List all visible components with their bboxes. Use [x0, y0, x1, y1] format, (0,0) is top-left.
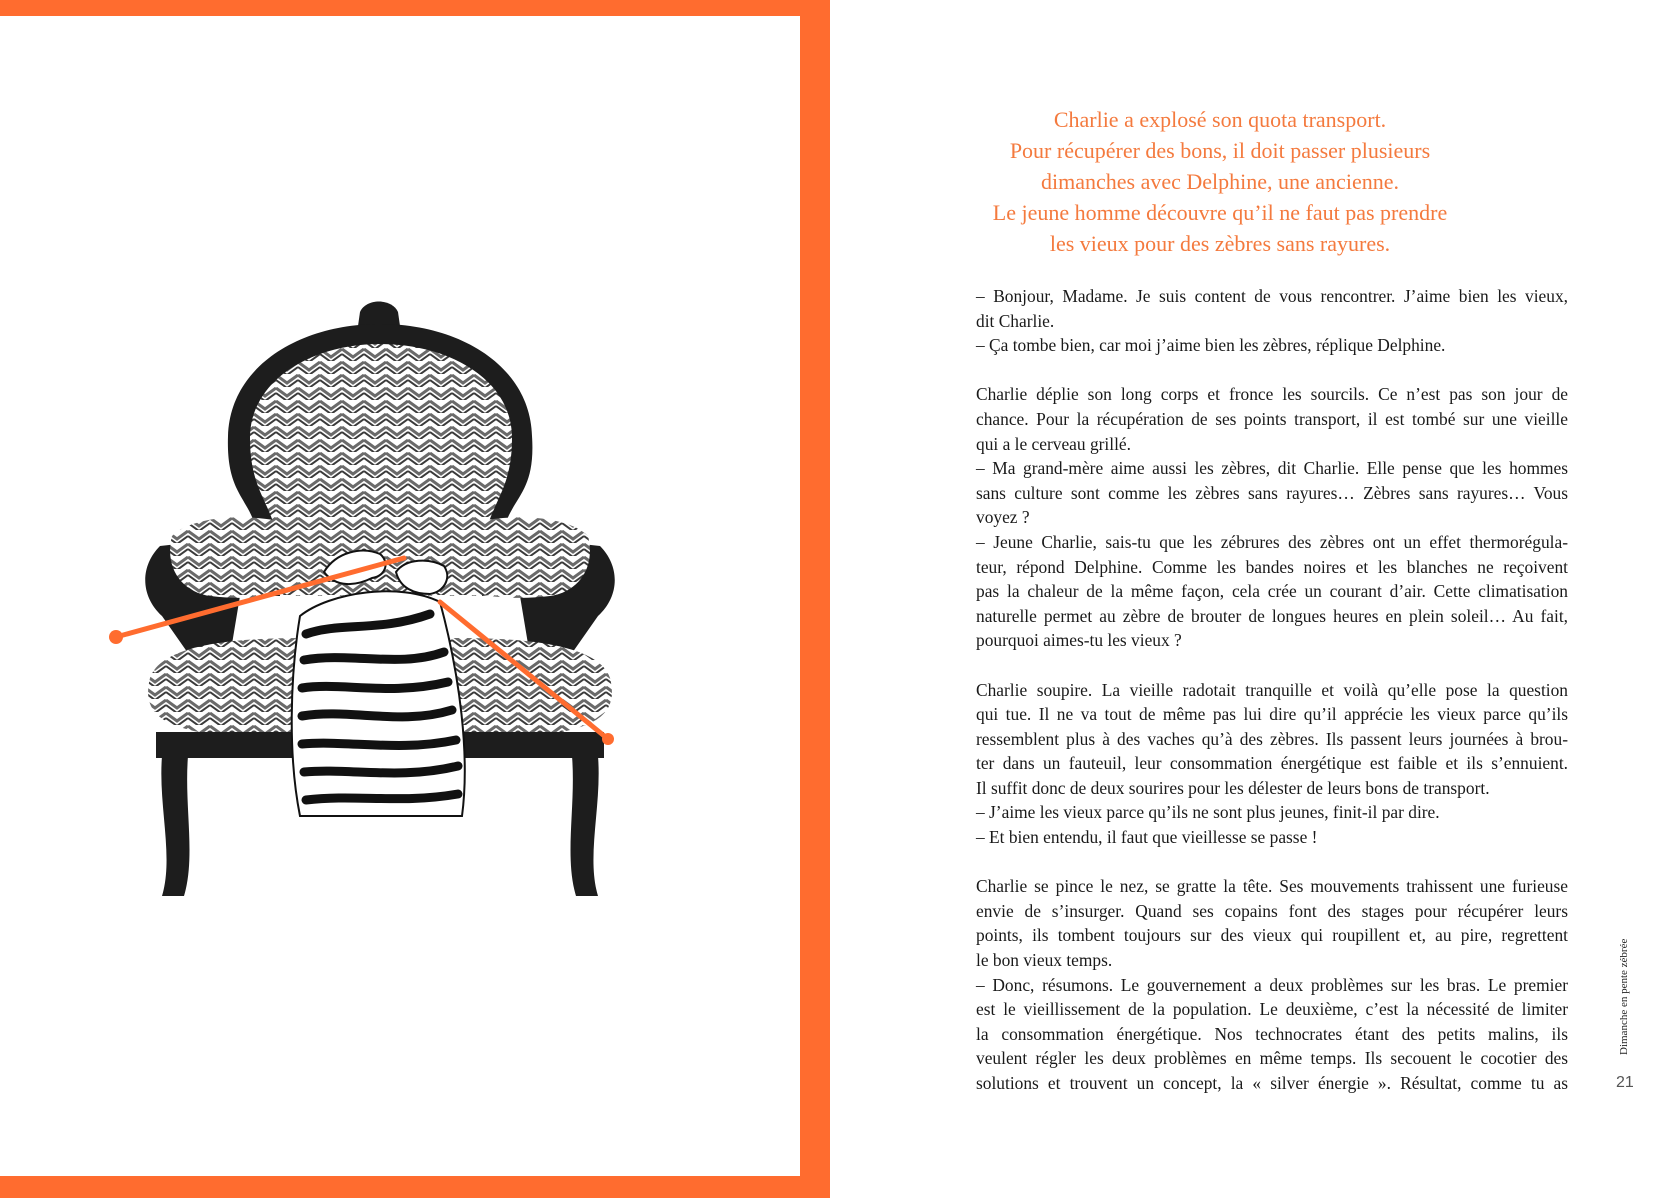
- page-number: 21: [1616, 1074, 1634, 1091]
- text-line: veulent régler les deux problèmes en même temps. Ils secouent le cocotier des: [976, 1048, 1568, 1069]
- text-line: ter dans un fauteuil, leur consommation énergétique est faible et ils s’ennuient.: [976, 753, 1568, 774]
- paragraph: [976, 382, 1568, 653]
- illustration-panel: [0, 16, 800, 1176]
- text-line: le bon vieux temps.: [976, 950, 1113, 971]
- paragraph-gap: [976, 850, 1568, 875]
- text-line: qui a le cerveau grillé.: [976, 433, 1131, 454]
- text-line: – Et bien entendu, il faut que vieillesse se passe !: [976, 827, 1318, 848]
- intro-line: Pour récupérer des bons, il doit passer plusieurs: [1009, 138, 1431, 163]
- text-line: – J’aime les vieux parce qu’ils ne sont plus jeunes, finit-il par dire.: [976, 802, 1440, 823]
- body-text: [976, 284, 1568, 1096]
- text-line: la consommation énergétique. Nos technocrates étant des petits malins, ils: [976, 1023, 1568, 1044]
- text-line: – Donc, résumons. Le gouvernement a deux problèmes sur les bras. Le premier: [976, 974, 1568, 995]
- intro-line: Le jeune homme découvre qu’il ne faut pas prendre: [992, 200, 1448, 225]
- text-line: chance. Pour la récupération de ses points transport, il est tombé sur une vieille: [976, 408, 1568, 429]
- text-line: – Ma grand-mère aime aussi les zèbres, dit Charlie. Elle pense que les hommes: [976, 458, 1568, 479]
- text-line: voyez ?: [976, 507, 1030, 528]
- paragraph: [976, 874, 1568, 1095]
- text-line: Charlie déplie son long corps et fronce les sourcils. Ce n’est pas son jour de: [976, 384, 1568, 405]
- text-line: dit Charlie.: [976, 310, 1055, 331]
- text-line: Charlie soupire. La vieille radotait tranquille et voilà qu’elle pose la question: [976, 679, 1568, 700]
- text-line: est le vieillissement de la population. Le deuxième, c’est la nécessité de limiter: [976, 999, 1568, 1020]
- text-line: Il suffit donc de deux sourires pour les délester de leurs bons de transport.: [976, 777, 1490, 798]
- text-line: points, ils tombent toujours sur des vieux qui roupillent et, au pire, regrettent: [976, 925, 1568, 946]
- text-line: – Bonjour, Madame. Je suis content de vous rencontrer. J’aime bien les vieux,: [976, 286, 1568, 306]
- chapter-intro: [950, 104, 1490, 259]
- text-line: pas la chaleur de la même façon, cela crée un courant d’air. Cette climatisation: [976, 581, 1568, 602]
- text-line: qui tue. Il ne va tout de même pas lui dire qu’il apprécie les vieux parce qu’ils: [976, 704, 1568, 725]
- text-line: sans culture sont comme les zèbres sans rayures… Zèbres sans rayures… Vous: [976, 482, 1568, 503]
- paragraph-gap: [976, 358, 1568, 383]
- text-line: solutions et trouvent un concept, la « silver énergie ». Résultat, comme tu as: [976, 1073, 1568, 1093]
- text-line: envie de s’insurger. Quand ses copains font des stages pour récupérer leurs: [976, 900, 1568, 921]
- armchair-knitting-illustration: [100, 296, 680, 976]
- intro-line: Charlie a explosé son quota transport.: [1053, 107, 1387, 132]
- text-line: – Jeune Charlie, sais-tu que les zébrures des zèbres ont un effet thermorégula-: [976, 531, 1568, 552]
- text-line: teur, répond Delphine. Comme les bandes noires et les blanches ne reçoivent: [976, 556, 1568, 577]
- text-line: – Ça tombe bien, car moi j’aime bien les zèbres, réplique Delphine.: [976, 335, 1446, 356]
- intro-line: dimanches avec Delphine, une ancienne.: [1041, 169, 1399, 194]
- text-line: pourquoi aimes-tu les vieux ?: [976, 630, 1182, 651]
- intro-line: les vieux pour des zèbres sans rayures.: [1049, 231, 1391, 256]
- running-head: Dimanche en pente zébrée: [1618, 938, 1630, 1055]
- text-line: ressemblent plus à des vaches qu’à des zèbres. Ils passent leurs journées à brou-: [976, 728, 1568, 749]
- paragraph-gap: [976, 653, 1568, 678]
- text-line: Charlie se pince le nez, se gratte la tête. Ses mouvements trahissent une furieuse: [976, 876, 1568, 897]
- text-line: naturelle permet au zèbre de brouter de longues heures en plein soleil… Au fait,: [976, 605, 1568, 626]
- paragraph: [976, 678, 1568, 850]
- left-page-frame: [0, 0, 830, 1198]
- paragraph: [976, 284, 1568, 358]
- text-page: [830, 0, 1665, 1198]
